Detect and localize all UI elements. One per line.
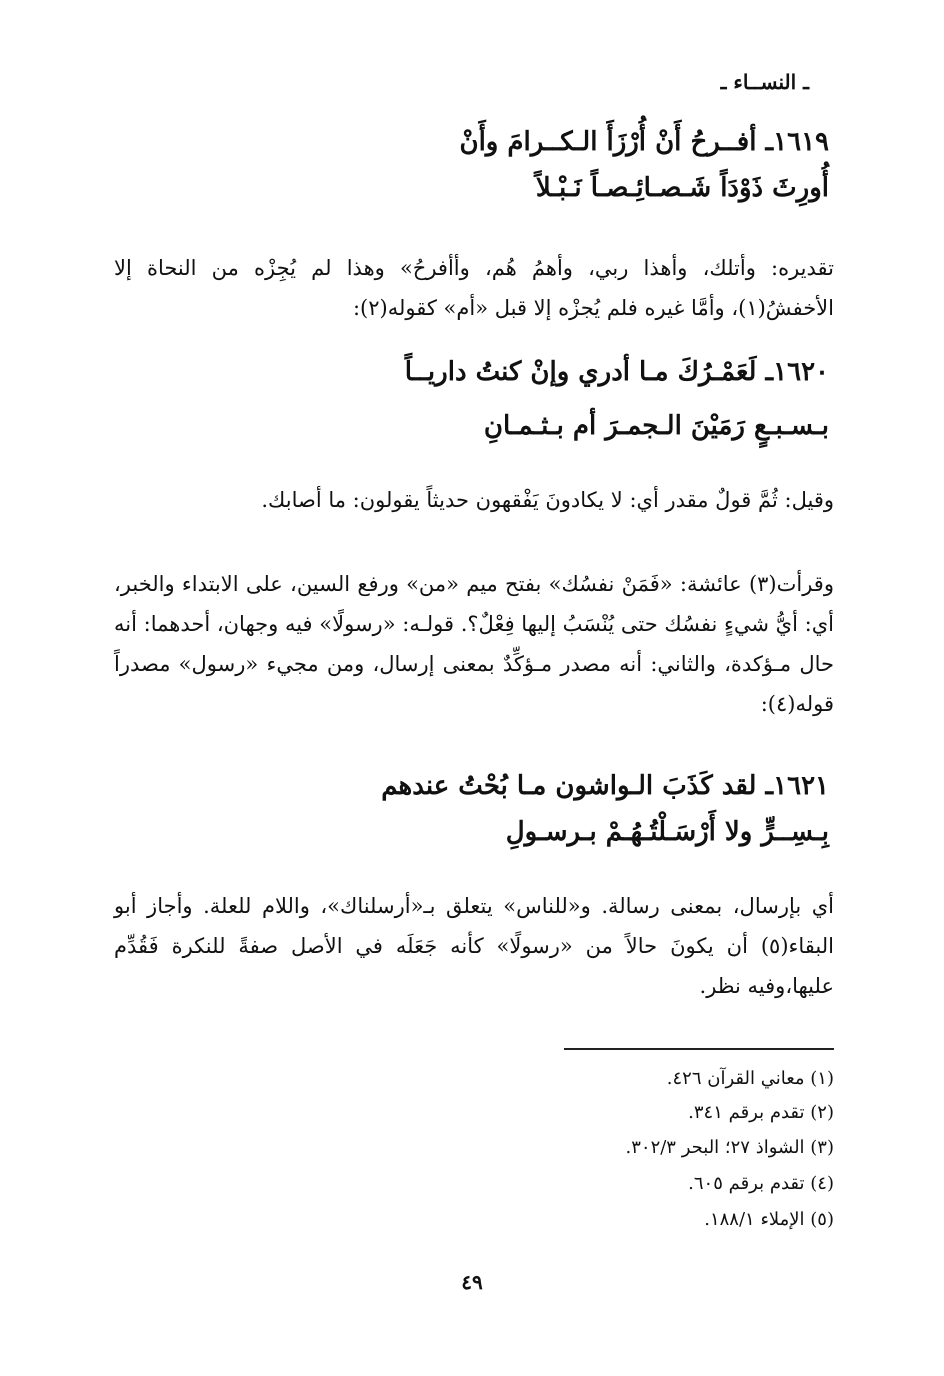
paragraph-3: وقرأت(٣) عائشة: «فَمَنْ نفسُك» بفتح ميم «من» ورفع السين، على الابتداء والخبر، أي: أيُّ شيءٍ نفسُك حتى يُنْسَبُ إليها فِعْلٌ؟. قولـه: «رسولًا» فيه وجهان، أحدهما: أنه حال مـؤكدة، والثاني: أنه مصدر مـؤكِّدٌ بمعنى إرسال، ومن مجيء «رسول» مصدراً قوله(٤): <box>114 572 834 716</box>
paragraph-4: أي بإرسال، بمعنى رسالة. و«للناس» يتعلق بـ«أرسلناك»، واللام للعلة. وأجاز أبو البقاء(٥) أن يكونَ حالاً من «رسولًا» كأنه جَعَلَه في الأصل صفةً للنكرة فَقُدِّم عليها،وفيه نظر. <box>114 894 834 998</box>
verse-1619-line1: ١٦١٩ـ أفــرحُ أَنْ أُرْزَأَ الـكــرامَ وأَنْ <box>459 127 829 157</box>
paragraph-2: وقيل: ثُمَّ قولٌ مقدر أي: لا يكادونَ يَفْقهون حديثاً يقولون: ما أصابك. <box>261 488 834 512</box>
verse-1619 <box>129 122 829 208</box>
verse-1620 <box>129 352 829 446</box>
footnote-5: (٥) الإملاء ١٨٨/١. <box>704 1209 834 1230</box>
running-header: ـ النســاء ـ <box>720 70 809 94</box>
verse-1620-line1: ١٦٢٠ـ لَعَمْـرُكَ مـا أدري وإنْ كنتُ داريــاً <box>404 357 829 387</box>
paragraph-1: تقديره: وأتلك، وأهذا ربي، وأهمُ هُم، وأأفرحُ» وهذا لم يُجِزْه من النحاة إلا الأخفشُ(١)، وأمَّا غيره فلم يُجزْه إلا قبل «أم» كقوله(٢): <box>114 256 834 320</box>
verse-1621-line2: بِـسِــرٍّ ولا أَرْسَـلْتُـهُـمْ بـرسـولِ <box>505 817 829 847</box>
verse-1621-line1: ١٦٢١ـ لقد كَذَبَ الـواشون مـا بُحْتُ عندهم <box>381 771 829 801</box>
footnote-divider <box>564 1048 834 1050</box>
verse-1620-line2: بـسـبـعٍ رَمَيْنَ الـجمـرَ أم بـثـمـانِ <box>483 411 829 441</box>
page-number: ٤٩ <box>461 1270 483 1294</box>
verse-1621 <box>129 766 829 852</box>
footnote-3: (٣) الشواذ ٢٧؛ البحر ٣٠٢/٣. <box>625 1137 834 1158</box>
footnote-4: (٤) تقدم برقم ٦٠٥. <box>688 1173 834 1194</box>
footnote-2: (٢) تقدم برقم ٣٤١. <box>688 1102 834 1123</box>
footnote-1: (١) معاني القرآن ٤٢٦. <box>666 1068 834 1089</box>
verse-1619-line2: أُورِثَ ذَوْدَاً شَـصـائِـصـاً نَـبْـلاً <box>535 173 829 203</box>
